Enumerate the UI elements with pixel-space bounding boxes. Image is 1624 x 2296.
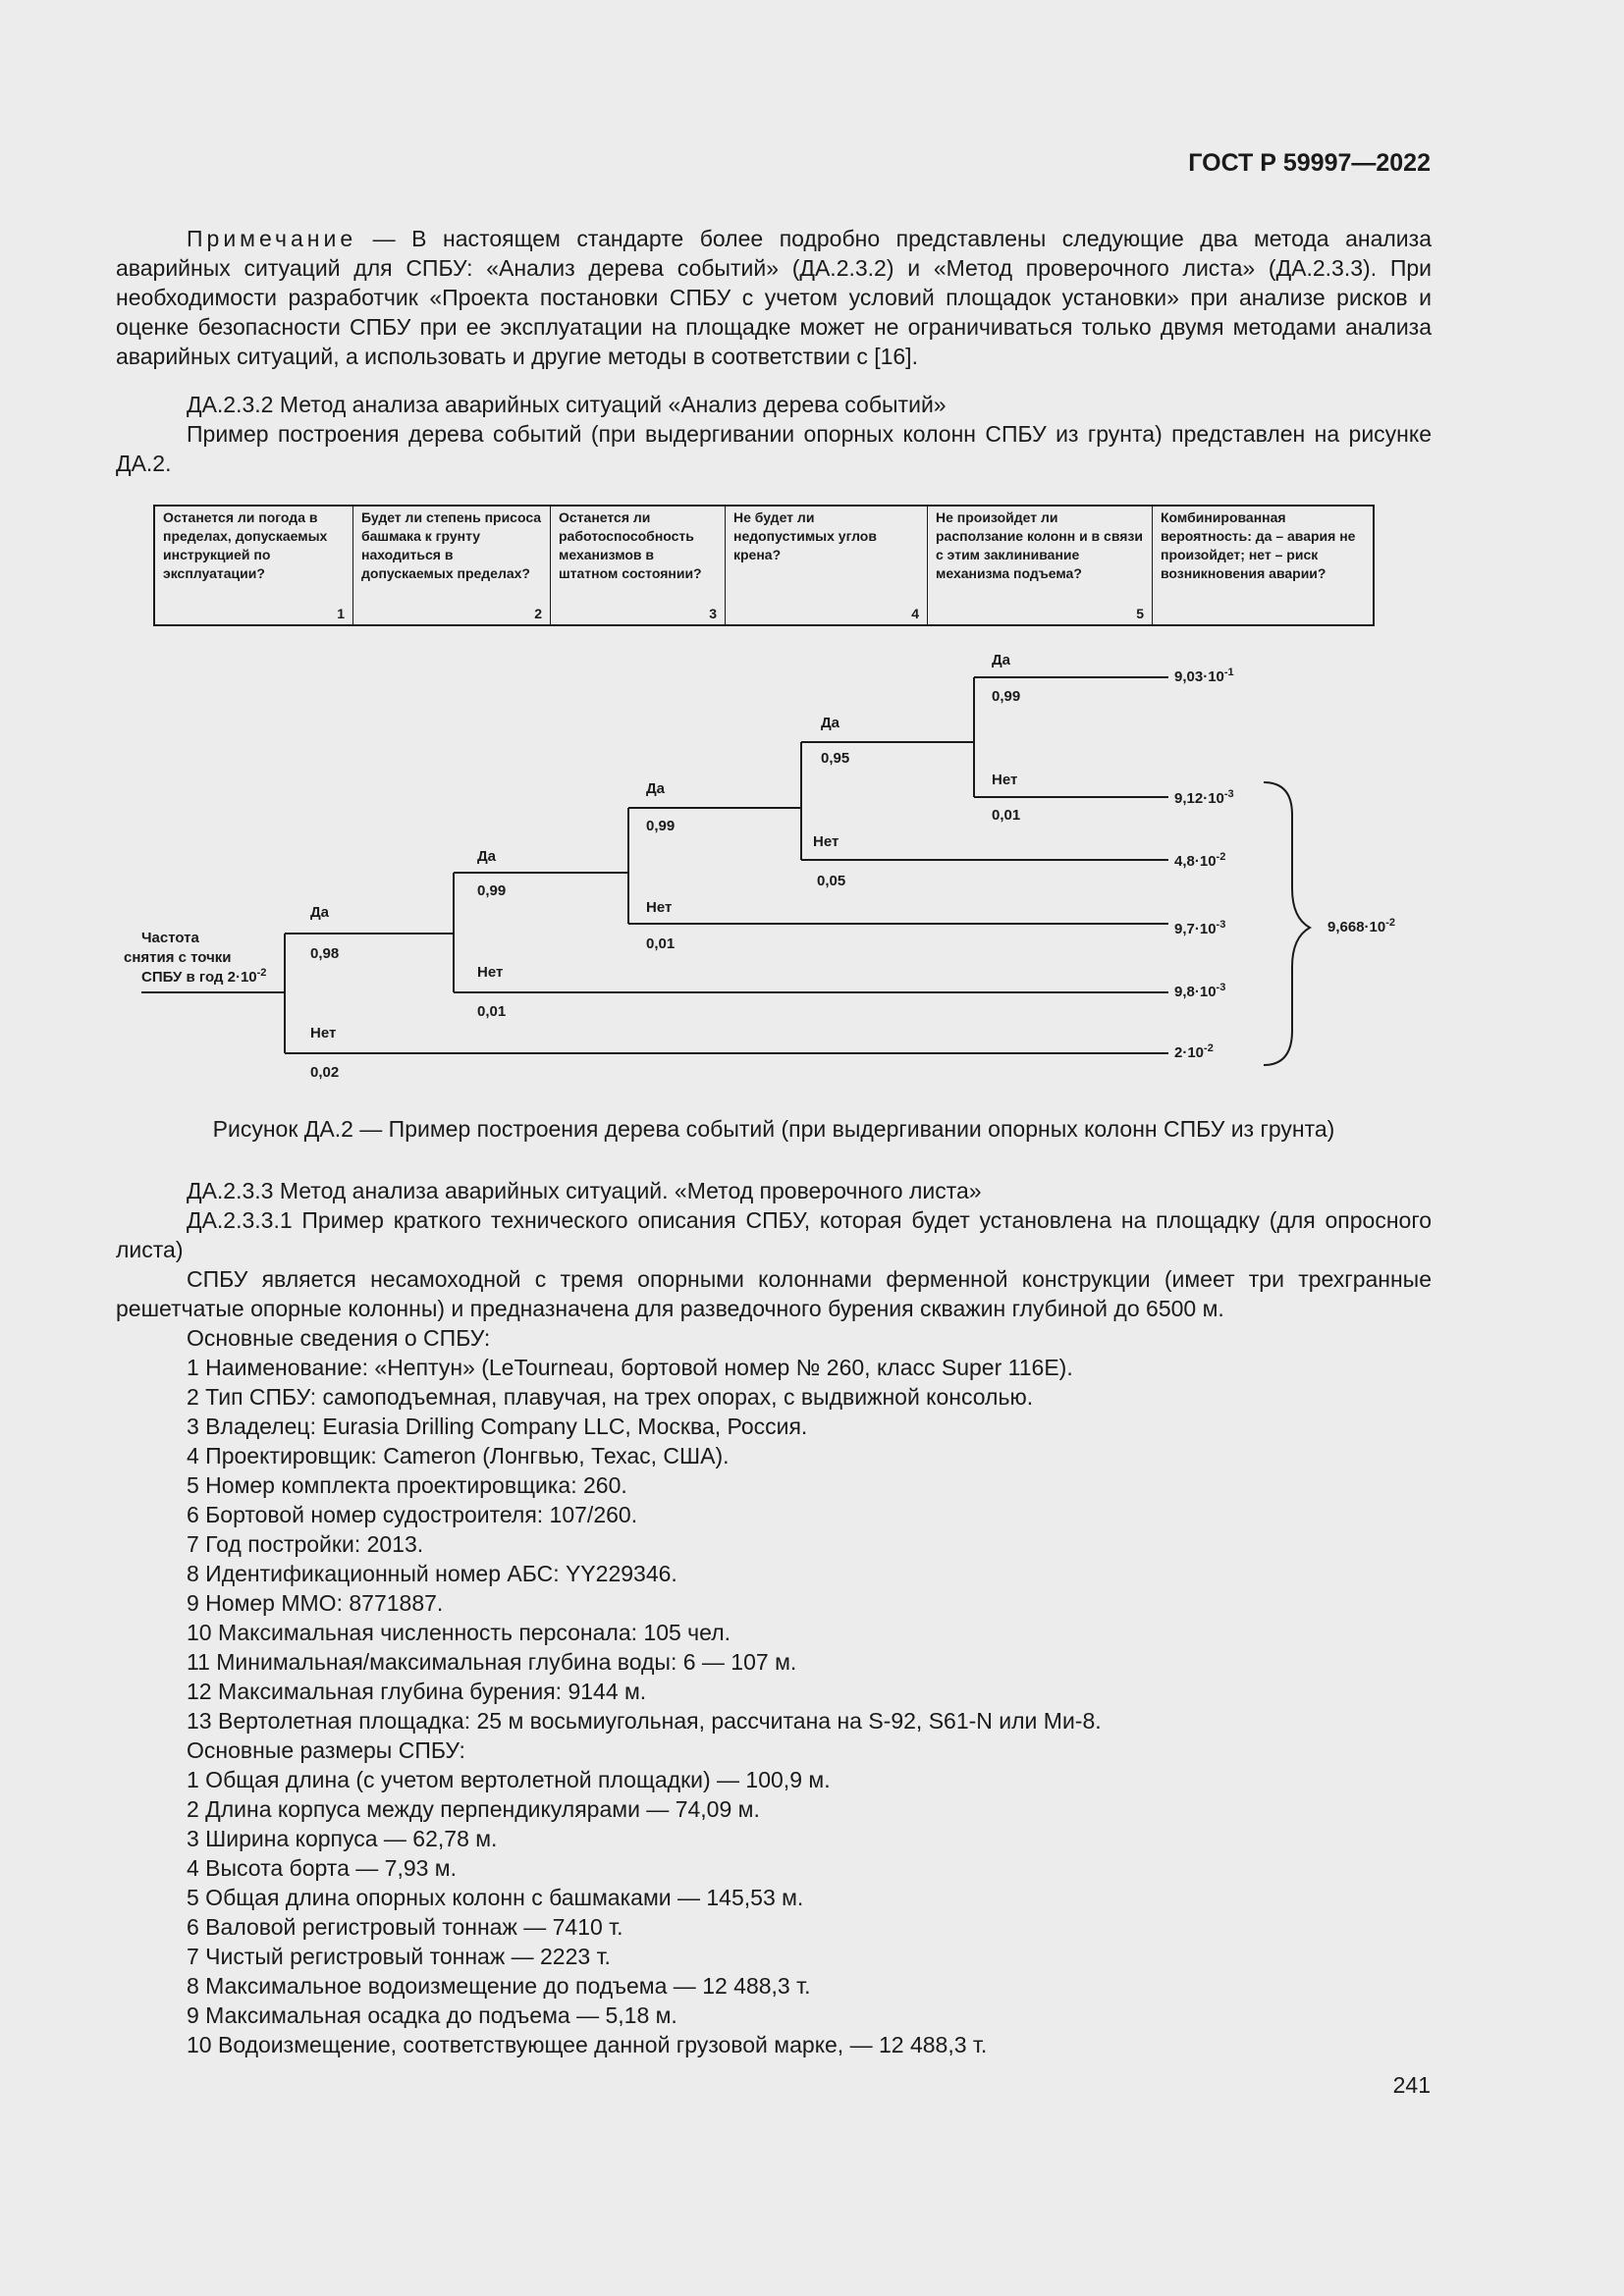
node-5-yes-label: Да [992, 652, 1011, 668]
outcome-3: $4,8\cdot 10^{-2}$ [1174, 851, 1226, 870]
info-item: 4 Проектировщик: Cameron (Лонгвью, Техас, США). [187, 1443, 730, 1468]
size-item: 9 Максимальная осадка до подъема — 5,18 м. [187, 2002, 677, 2028]
node-4-no-prob: 0,05 [817, 873, 846, 889]
info-item: 9 Номер ММО: 8771887. [187, 1590, 444, 1616]
size-title: Основные размеры СПБУ: [187, 1737, 465, 1763]
section-232-title: ДА.2.3.2 Метод анализа аварийных ситуаций «Анализ дерева событий» [187, 392, 947, 417]
figure-caption: Рисунок ДА.2 — Пример построения дерева событий (при выдергивании опорных колонн СПБУ из грунта) [212, 1116, 1335, 1142]
size-item: 1 Общая длина (с учетом вертолетной площадки) — 100,9 м. [187, 1767, 831, 1792]
question-text-1: Останется ли погода в пределах, допускаемых инструкцией по эксплуатации? [163, 509, 328, 581]
node-2-no-label: Нет [477, 964, 504, 981]
info-item: 5 Номер комплекта проектировщика: 260. [187, 1472, 627, 1498]
combine-brace [1264, 782, 1310, 1065]
node-5-no-prob: 0,01 [992, 807, 1021, 824]
event-tree-diagram [0, 0, 1624, 1109]
tree-lines [141, 677, 1310, 1065]
size-item: 4 Высота борта — 7,93 м. [187, 1855, 458, 1881]
info-item: 8 Идентификационный номер АБС: YY229346. [187, 1561, 677, 1586]
node-3-no-prob: 0,01 [646, 935, 676, 952]
section-233-paragraph-3: СПБУ является несамоходной с тремя опорными колоннами ферменной конструкции (имеет три трехгранные решетчатые опорные колонны) и предназначена для разведочного бурения скважин глубиной до 6500 м. [116, 1266, 1432, 1321]
start-label-line-3: СПБУ в год $2\cdot 10^{-2}$ [141, 967, 267, 986]
node-2-yes-prob: 0,99 [477, 882, 507, 899]
size-item: 10 Водоизмещение, соответствующее данной грузовой марке, — 12 488,3 т. [187, 2032, 988, 2057]
section-233-paragraph-2: ДА.2.3.3.1 Пример краткого технического описания СПБУ, которая будет установлена на площадку (для опросного листа) [116, 1207, 1432, 1262]
info-item: 1 Наименование: «Нептун» (LeTourneau, бортовой номер № 260, класс Super 116E). [187, 1355, 1073, 1380]
section-233 [116, 1176, 1432, 2059]
question-text-2: Будет ли степень присоса башмака к грунту находиться в допускаемых пределах? [361, 509, 542, 581]
node-1-yes-label: Да [310, 904, 330, 921]
question-num-2: 2 [534, 606, 542, 621]
outcome-1: $9,03\cdot 10^{-1}$ [1174, 667, 1234, 685]
question-text-4: Не будет ли недопустимых углов крена? [733, 509, 877, 562]
size-item: 5 Общая длина опорных колонн с башмаками — 145,53 м. [187, 1885, 804, 1910]
standard-header: ГОСТ Р 59997—2022 [1188, 149, 1431, 177]
section-233-paragraph-1: ДА.2.3.3 Метод анализа аварийных ситуаций. «Метод проверочного листа» [187, 1178, 982, 1203]
start-label-line-1: Частота [141, 930, 199, 946]
info-title: Основные сведения о СПБУ: [187, 1325, 491, 1351]
node-1-no-label: Нет [310, 1025, 337, 1041]
node-1-yes-prob: 0,98 [310, 945, 340, 962]
tree-labels [124, 652, 1395, 1081]
outcome-5: $9,8\cdot 10^{-3}$ [1174, 982, 1226, 1000]
info-item: 13 Вертолетная площадка: 25 м восьмиугольная, рассчитана на S-92, S61-N или Ми-8. [187, 1708, 1102, 1734]
section-232-text: Пример построения дерева событий (при выдергивании опорных колонн СПБУ из грунта) представлен на рисунке ДА.2. [116, 421, 1432, 476]
info-item: 10 Максимальная численность персонала: 105 чел. [187, 1620, 731, 1645]
info-item: 2 Тип СПБУ: самоподъемная, плавучая, на трех опорах, с выдвижной консолью. [187, 1384, 1034, 1410]
info-item: 12 Максимальная глубина бурения: 9144 м. [187, 1679, 647, 1704]
outcome-4: $9,7\cdot 10^{-3}$ [1174, 919, 1226, 937]
size-item: 2 Длина корпуса между перпендикулярами — 74,09 м. [187, 1796, 760, 1822]
note-text: — В настоящем стандарте более подробно представлены следующие два метода анализа аварийных ситуаций для СПБУ: «Анализ дерева событий» (ДА.2.3.2) и «Метод проверочного листа» (ДА.2.3.3). При необходимости разработчик «Проекта постановки СПБУ с учетом условий площадок установки» при анализе рисков и оценке безопасности СПБУ при ее эксплуатации на площадке может не ограничиваться только двумя методами анализа аварийных ситуаций, а использовать и другие методы в соответствии с [16]. [116, 226, 1432, 369]
question-num-4: 4 [911, 606, 919, 621]
node-2-no-prob: 0,01 [477, 1003, 507, 1020]
node-4-yes-label: Да [821, 715, 840, 731]
question-num-3: 3 [709, 606, 717, 621]
question-text-6: Комбинированная вероятность: да – авария не произойдет; нет – риск возникновения аварии? [1161, 509, 1356, 581]
question-text-5: Не произойдет ли расползание колонн и в связи с этим заклинивание механизма подъема? [936, 509, 1143, 581]
info-item: 6 Бортовой номер судостроителя: 107/260. [187, 1502, 638, 1527]
info-item: 7 Год постройки: 2013. [187, 1531, 424, 1557]
size-item: 6 Валовой регистровый тоннаж — 7410 т. [187, 1914, 623, 1940]
page-number: 241 [1392, 2072, 1431, 2098]
question-text-3: Останется ли работоспособность механизмов в штатном состоянии? [559, 509, 702, 581]
node-2-yes-label: Да [477, 848, 497, 865]
node-3-no-label: Нет [646, 899, 673, 916]
info-item: 11 Минимальная/максимальная глубина воды: 6 — 107 м. [187, 1649, 797, 1675]
node-3-yes-label: Да [646, 780, 666, 797]
size-item: 8 Максимальное водоизмещение до подъема — 12 488,3 т. [187, 1973, 811, 1999]
start-label-line-2: снятия с точки [124, 949, 232, 966]
node-4-no-label: Нет [813, 833, 839, 850]
node-3-yes-prob: 0,99 [646, 818, 676, 834]
question-num-1: 1 [337, 606, 345, 621]
question-num-5: 5 [1136, 606, 1144, 621]
outcome-2: $9,12\cdot 10^{-3}$ [1174, 788, 1234, 807]
size-item: 7 Чистый регистровый тоннаж — 2223 т. [187, 1944, 611, 1969]
note-prefix: Примечание [187, 226, 357, 251]
combined-probability: $9,668\cdot 10^{-2}$ [1327, 917, 1395, 935]
node-1-no-prob: 0,02 [310, 1064, 340, 1081]
node-5-no-label: Нет [992, 772, 1018, 788]
info-item: 3 Владелец: Eurasia Drilling Company LLC, Москва, Россия. [187, 1414, 808, 1439]
size-item: 3 Ширина корпуса — 62,78 м. [187, 1826, 498, 1851]
node-4-yes-prob: 0,95 [821, 750, 850, 767]
node-5-yes-prob: 0,99 [992, 688, 1021, 705]
outcome-6: $2\cdot 10^{-2}$ [1174, 1042, 1214, 1061]
